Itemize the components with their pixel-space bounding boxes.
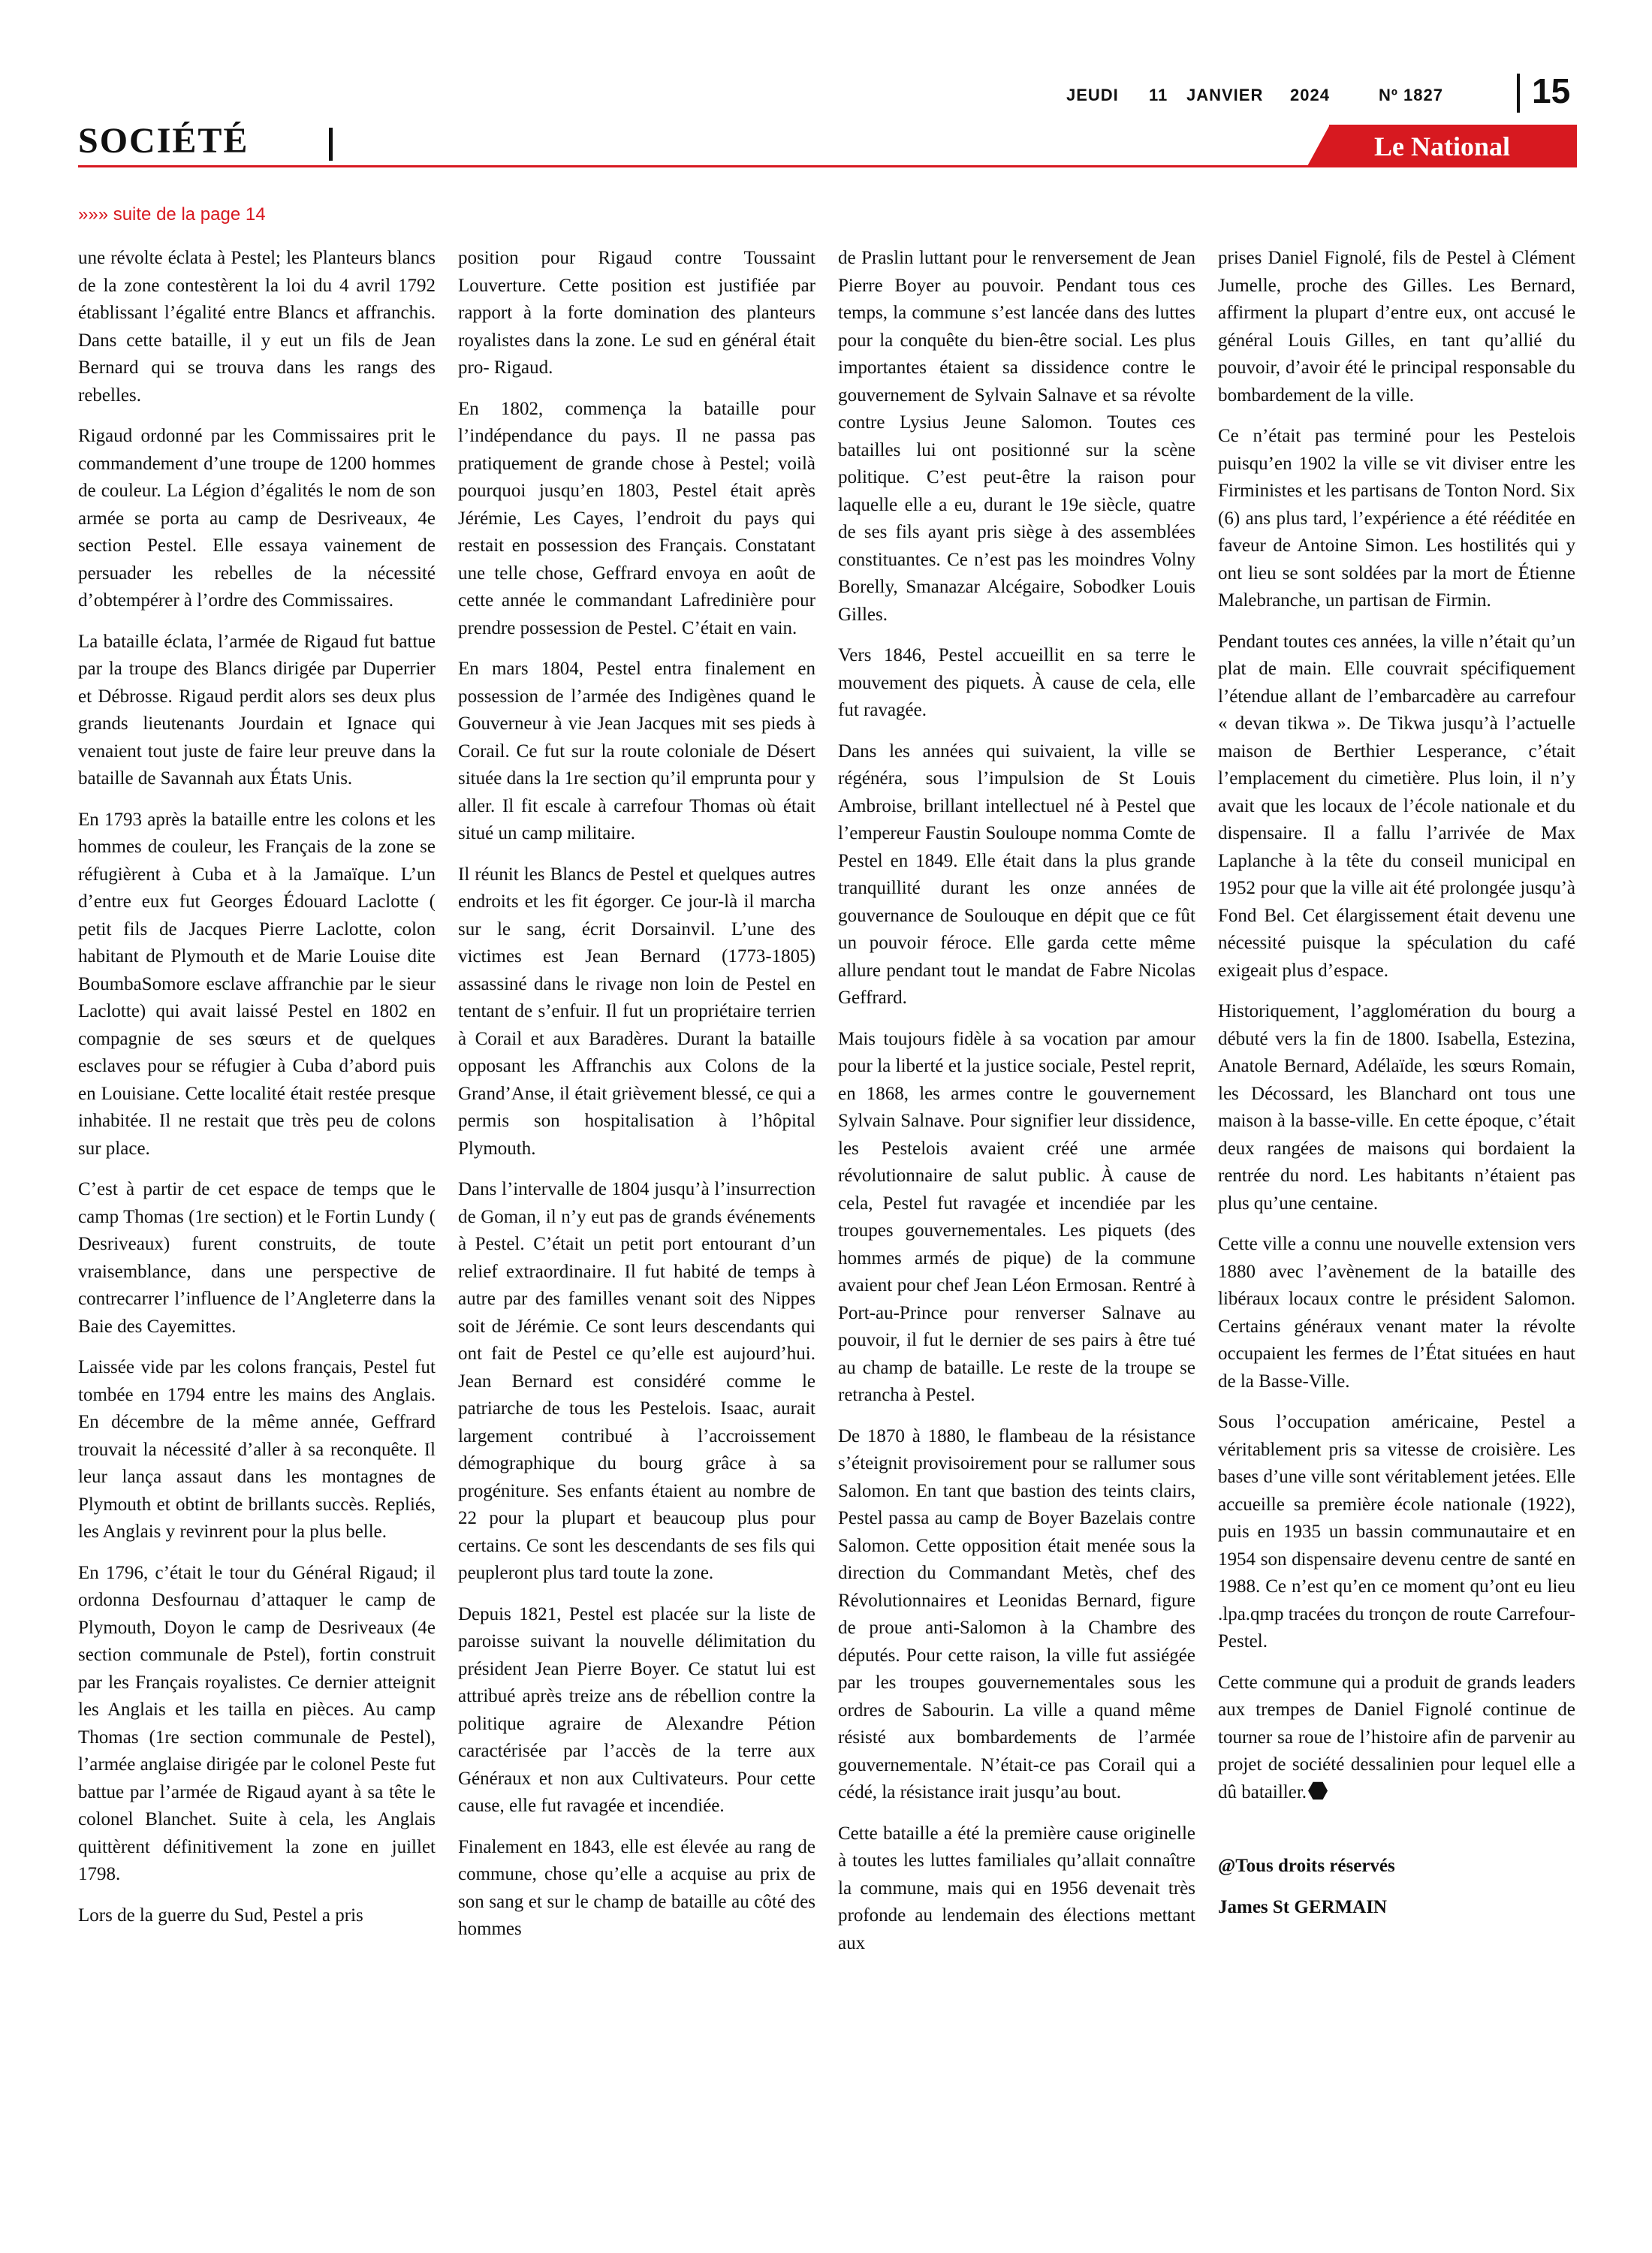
paragraph-text: Rigaud ordonné par les Commissaires prit le commandement d’une troupe de 1200 hommes de couleur. La Légion d’égalités le nom de son armée se porta au camp de Desriveaux, 4e section Pestel. Elle essaya vainement de persuader les rebelles de la nécessité d’obtempérer à l’ordre des Commissaires. (78, 426, 436, 611)
article-paragraph (78, 245, 436, 409)
paragraph-text: de Praslin luttant pour le renversement de Jean Pierre Boyer au pouvoir. Pendant tous ces temps, la commune s’est lancée dans des luttes pour la conquête du bien-être social. Les plus importantes étaient sa dissidence contre le gouvernement de Sylvain Salnave et sa révolte contre Lysius Jeune Salomon. Toutes ces batailles lui ont positionné sur la scène politique. C’est peut-être la raison pour laquelle elle a eu, durant le 19e siècle, quatre de ses fils ayant pris siège à des assemblées constituantes. Ce n’est pas les moindres Volny Borelly, Smanazar Alcégaire, Sobodker Louis Gilles. (838, 248, 1195, 625)
section-title: SOCIÉTÉ (78, 121, 249, 161)
article-paragraph (1218, 423, 1575, 615)
article-column-2 (458, 245, 815, 2227)
issue-month: JANVIER (1186, 86, 1264, 104)
paragraph-text: En mars 1804, Pestel entra finalement en possession de l’armée des Indigènes quand le Gouverneur à vie Jean Jacques mit ses pieds à Corail. Ce fut sur la route coloniale de Désert située dans la 1re section qu’il emprunta pour y aller. Il fit escale à carrefour Thomas où était situé un camp militaire. (458, 659, 815, 843)
page-number-divider (1517, 74, 1520, 113)
article-paragraph (1218, 629, 1575, 985)
article-paragraph (1218, 245, 1575, 409)
paragraph-text: De 1870 à 1880, le flambeau de la résistance s’éteignit provisoirement pour se rallumer sous Salomon. En tant que bastion des teints clairs, Pestel passa au camp de Boyer Bazelais contre Salomon. Cette opposition était menée sous la direction du Commandant Metès, chef des Révolutionnaires et Leonidas Bernard, figure de proue anti-Salomon à la Chambre des députés. Pour cette raison, la ville fut assiégée par les troupes gouvernementales sous les ordres de Sabourin. La ville a quand même résisté aux bombardements de l’armée gouvernementale. N’était-ce pas Corail qui a cédé, la résistance irait jusqu’au bout. (838, 1425, 1195, 1802)
author-name: James St GERMAIN (1218, 1896, 1387, 1917)
issue-date-number: 11 (1149, 86, 1168, 104)
brand-tab-notch (1307, 125, 1330, 167)
paragraph-text: une révolte éclata à Pestel; les Planteurs blancs de la zone contestèrent la loi du 4 avril 1792 établissant l’égalité entre Blancs et affranchis. Dans cette bataille, il y eut un fils de Jean Bernard qui se trouva dans les rangs des rebelles. (78, 248, 436, 406)
paragraph-text: En 1793 après la bataille entre les colons et les hommes de couleur, les Français de la zone se réfugièrent à Cuba et à la Jamaïque. L’un d’entre eux fut Georges Édouard Laclotte ( petit fils de Jacques Pierre Laclotte, colon habitant de Plymouth et de Marie Louise dite BoumbaSomore esclave affranchie par le sieur Laclotte) qui avait laissé Pestel en 1802 en compagnie de ses sœurs et de quelques esclaves pour se réfugier à Cuba d’abord puis en Louisiane. Cette localité était restée presque inhabitée. Il ne restait que très peu de colons sur place. (78, 809, 436, 1159)
article-paragraph (78, 1176, 436, 1341)
paragraph-text: Mais toujours fidèle à sa vocation par amour pour la liberté et la justice sociale, Pestel reprit, en 1868, les armes contre le gouvernement Sylvain Salnave. Pour signifier leur dissidence, les Pestelois avaient créé une armée révolutionnaire de salut public. À cause de cela, Pestel fut ravagée et incendiée par les troupes gouvernementales. Les piquets (des hommes armés de pique) de la commune avaient pour chef Jean Léon Ermosan. Rentré à Port-au-Prince pour renverser Salnave au pouvoir, il fut le dernier de ses pairs à être tué au champ de bataille. Le reste de la troupe se retrancha à Pestel. (838, 1028, 1195, 1405)
article-paragraph (838, 245, 1195, 629)
paragraph-text: Cette bataille a été la première cause originelle à toutes les luttes familiales qu’allait connaître la commune, mais qui en 1956 devenait très profonde au lendemain des élections mettant aux (838, 1823, 1195, 1953)
paragraph-text: Historiquement, l’agglomération du bourg a débuté vers la fin de 1800. Isabella, Estezina, Anatole Bernard, Adélaïde, les sœurs Romain, les Décossard, les Blanchard ont tous une maison à la basse-ville. En cette époque, c’était deux rangées de maisons qui bordaient la rentrée du nord. Les habitants n’étaient pas plus qu’une centaine. (1218, 1001, 1575, 1214)
paragraph-text: position pour Rigaud contre Toussaint Louverture. Cette position est justifiée par rapport à la forte domination des planteurs royalistes dans la zone. Le sud en général était pro- Rigaud. (458, 248, 815, 378)
issue-year: 2024 (1290, 86, 1330, 104)
paragraph-text: Sous l’occupation américaine, Pestel a véritablement pris sa vitesse de croisière. Les bases d’une ville sont véritablement jetées. Elle accueille sa première école nationale (1922), puis en 1935 un bassin communautaire et en 1954 son dispensaire devenu centre de santé en 1988. Ce n’est qu’en ce moment qu’ont eu lieu .lpa.qmp tracées du tronçon de route Carrefour-Pestel. (1218, 1412, 1575, 1651)
article-paragraph (1218, 1669, 1575, 1807)
paragraph-text: Il réunit les Blancs de Pestel et quelques autres endroits et les fit égorger. Ce jour-là il marcha sur le sang, écrit Dorsainvil. L’une des victimes est Jean Bernard (1773-1805) assassiné dans le rivage non loin de Pestel en tentant de s’enfuir. Il fut un propriétaire terrien à Corail et aux Baradères. Durant la bataille opposant les Affranchis aux Colons de la Grand’Anse, il était grièvement blessé, ce qui a permis son hospitalisation à l’hôpital Plymouth. (458, 864, 815, 1159)
article-paragraph (838, 642, 1195, 725)
paragraph-text: Finalement en 1843, elle est élevée au rang de commune, chose qu’elle a acquise au prix de son sang et sur le champ de bataille au côté des hommes (458, 1836, 815, 1939)
hexagon-end-mark-icon (1308, 1781, 1328, 1801)
paragraph-text: La bataille éclata, l’armée de Rigaud fut battue par la troupe des Blancs dirigée par Duperrier et Débrosse. Rigaud perdit alors ses deux plus grands lieutenants Jourdain et Ignace qui venaient tout juste de faire leur preuve dans la bataille de Savannah aux États Unis. (78, 631, 436, 789)
paragraph-text: Ce n’était pas terminé pour les Pestelois puisqu’en 1902 la ville se vit diviser entre les Firministes et les partisans de Tonton Nord. Six (6) ans plus tard, l’expérience a été rééditée en faveur de Antoine Simon. Les hostilités qui y ont lieu se sont soldées par la mort de Étienne Malebranche, un partisan de Firmin. (1218, 426, 1575, 611)
article-paragraph (78, 807, 436, 1163)
article-paragraph (1218, 1231, 1575, 1395)
article-paragraph (1218, 1409, 1575, 1656)
article-column-3 (838, 245, 1195, 2227)
copyright-notice: @Tous droits réservés (1218, 1856, 1395, 1876)
article-paragraph (458, 245, 815, 382)
paragraph-text: Laissée vide par les colons français, Pestel fut tombée en 1794 entre les mains des Anglais. En décembre de la même année, Geffrard trouvait la nécessité d’aller à sa reconquête. Il leur lança assaut dans les montagnes de Plymouth et obtint de brillants succès. Repliés, les Anglais y revinrent pour la plus belle. (78, 1357, 436, 1542)
article-paragraph (838, 1423, 1195, 1807)
paragraph-text: Lors de la guerre du Sud, Pestel a pris (78, 1905, 363, 1926)
article-paragraph (458, 861, 815, 1163)
article-paragraph (78, 629, 436, 793)
article-paragraph (78, 1354, 436, 1546)
article-paragraph (838, 738, 1195, 1012)
paragraph-text: Cette commune qui a produit de grands leaders aux trempes de Daniel Fignolé continue de tourner sa roue de l’histoire afin de parvenir au projet de société dessalinien pour lequel elle a dû batailler. (1218, 1672, 1575, 1802)
article-paragraph (458, 656, 815, 848)
page-number: 15 (1532, 71, 1571, 110)
article-paragraph (1218, 998, 1575, 1217)
paragraph-text: En 1796, c’était le tour du Général Rigaud; il ordonna Desfournau d’attaquer le camp de Plymouth, Doyon le camp de Desriveaux (4e section communale de Pstel), fortin construit par les Français royalistes. Ce dernier atteignit les Anglais et les tailla en pièces. Au camp Thomas (1re section communale de Pestel), l’armée anglaise dirigée par le colonel Peste fut battue par l’armée de Rigaud ayant à sa tête le colonel Blanchet. Suite à cela, les Anglais quittèrent définitivement la zone en juillet 1798. (78, 1562, 436, 1884)
continued-from-label: »»» suite de la page 14 (78, 204, 266, 225)
article-paragraph (458, 1601, 815, 1820)
issue-number: Nº 1827 (1379, 86, 1443, 104)
article-paragraph (78, 1560, 436, 1889)
article-paragraph (78, 423, 436, 615)
newspaper-brand: Le National (1374, 131, 1511, 161)
paragraph-text: Depuis 1821, Pestel est placée sur la liste de paroisse suivant la nouvelle délimitation du président Jean Pierre Boyer. Ce statut lui est attribué après treize ans de rébellion contre la politique agraire de Alexandre Pétion caractérisée par l’accès de la terre aux Généraux et non aux Cultivateurs. Pour cette cause, elle fut ravagée et incendiée. (458, 1603, 815, 1816)
section-divider (329, 128, 333, 161)
page-header (0, 0, 1652, 195)
paragraph-text: Dans l’intervalle de 1804 jusqu’à l’insurrection de Goman, il n’y eut pas de grands événements à Pestel. C’était un petit port entourant d’un relief extraordinaire. Il fut habité de temps à autre par des familles venant soit des Nippes soit de Jérémie. Ce sont leurs descendants qui ont fait de Pestel ce qu’elle est aujourd’hui. Jean Bernard est considéré comme le patriarche de tous les Pestelois. Isaac, aurait largement contribué à l’accroissement démographique du bourg grâce à sa progéniture. Ses enfants étaient au nombre de 22 pour la plupart et beaucoup plus pour certains. Ce sont les descendants de ses fils qui peupleront plus tard toute la zone. (458, 1179, 815, 1583)
article-column-4 (1218, 245, 1575, 2227)
paragraph-text: Pendant toutes ces années, la ville n’était qu’un plat de main. Elle couvrait spécifiquement l’étendue allant de l’embarcadère au carrefour « devan tikwa ». De Tikwa jusqu’à l’actuelle maison de Berthier Lesperance, c’était l’emplacement du cimetière. Plus loin, il n’y avait que les locaux de l’école nationale et du dispensaire. Il a fallu l’arrivée de Max Laplanche à la tête du conseil municipal en 1952 pour que la ville ait été prolongée jusqu’à Fond Bel. Cet élargissement était devenu une nécessité puisque la spéculation du café exigeait plus d’espace. (1218, 631, 1575, 981)
article-column-1 (78, 245, 436, 2227)
article-paragraph (458, 396, 815, 643)
paragraph-text: Cette ville a connu une nouvelle extension vers 1880 avec l’avènement de la bataille des libéraux locaux contre le président Salomon. Certains généraux venant mater la révolte occupaient les fermes de l’État situées en haut de la Basse-Ville. (1218, 1234, 1575, 1392)
issue-day: JEUDI (1066, 86, 1119, 104)
article-paragraph (78, 1902, 436, 1930)
paragraph-text: Dans les années qui suivaient, la ville se régénéra, sous l’impulsion de St Louis Ambroise, brillant intellectuel né à Pestel que l’empereur Faustin Souloupe nomma Comte de Pestel en 1849. Elle était dans la plus grande tranquillité durant les onze années de gouvernance de Soulouque en dépit que ce fût un pouvoir féroce. Elle garda cette même allure pendant tout le mandat de Fabre Nicolas Geffrard. (838, 740, 1195, 1008)
paragraph-text: En 1802, commença la bataille pour l’indépendance du pays. Il ne passa pas pratiquement de grande chose à Pestel; voilà pourquoi jusqu’en 1803, Pestel était après Jérémie, Les Cayes, l’endroit du pays qui restait en possession des Français. Constatant une telle chose, Geffrard envoya en août de cette année le commandant Lafredinière pour prendre possession de Pestel. C’était en vain. (458, 398, 815, 638)
article-paragraph (838, 1820, 1195, 1958)
paragraph-text: C’est à partir de cet espace de temps que le camp Thomas (1re section) et le Fortin Lundy ( Desriveaux) furent construits, de toute vraisemblance, dans une perspective de contrecarrer l’influence de l’Angleterre dans la Baie des Cayemittes. (78, 1179, 436, 1337)
article-paragraph (458, 1834, 815, 1944)
article-paragraph (838, 1026, 1195, 1410)
article-paragraph (458, 1176, 815, 1588)
paragraph-text: Vers 1846, Pestel accueillit en sa terre le mouvement des piquets. À cause de cela, elle fut ravagée. (838, 645, 1195, 720)
paragraph-text: prises Daniel Fignolé, fils de Pestel à Clément Jumelle, proche des Gilles. Les Bernard, affirment la plupart d’entre eux, ont accusé le général Louis Gilles, en tant qu’allié du pouvoir, d’avoir été le principal responsable du bombardement de la ville. (1218, 248, 1575, 406)
